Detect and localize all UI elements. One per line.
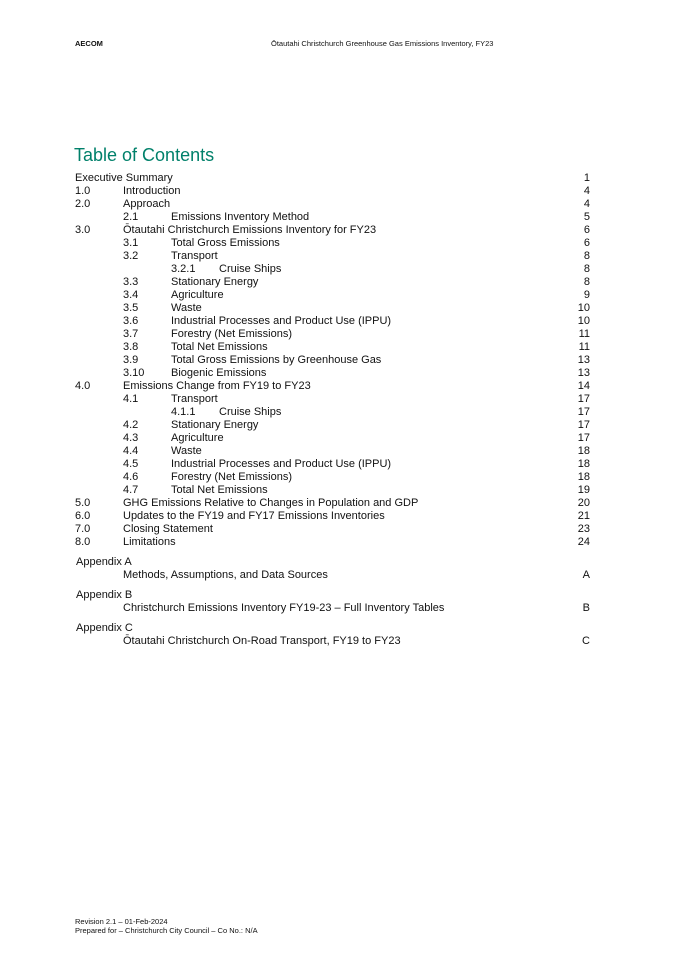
appendix-entry[interactable] — [75, 622, 590, 648]
toc-entry[interactable] — [75, 458, 590, 471]
toc-entry-number: 3.4 — [123, 289, 139, 301]
toc-entry[interactable] — [75, 211, 590, 224]
toc-entry-number: 4.4 — [123, 445, 139, 457]
toc-entry[interactable] — [75, 354, 590, 367]
toc-entry-title: Transport — [171, 393, 218, 405]
toc-entry[interactable] — [75, 510, 590, 523]
toc-entry[interactable] — [75, 523, 590, 536]
footer-prepared-for: Prepared for – Christchurch City Council – Co No.: N/A — [75, 926, 258, 935]
toc-entry-page: 1 — [583, 172, 590, 184]
toc-entry[interactable] — [75, 484, 590, 497]
appendix-row — [75, 635, 590, 648]
toc-entry-page: 17 — [577, 406, 590, 418]
toc-entry[interactable] — [75, 276, 590, 289]
toc-entry-page: 8 — [583, 276, 590, 288]
toc-entry-page: 13 — [577, 354, 590, 366]
toc-entry-title: Industrial Processes and Product Use (IPPU) — [171, 458, 392, 470]
toc-entry[interactable] — [75, 419, 590, 432]
toc-entry-title: Total Gross Emissions — [171, 237, 280, 249]
toc-entry-title: Total Net Emissions — [171, 341, 268, 353]
toc-entry-number: 4.5 — [123, 458, 139, 470]
toc-entry-title: Updates to the FY19 and FY17 Emissions Inventories — [123, 510, 385, 522]
toc-entry-number: 4.2 — [123, 419, 139, 431]
toc-entry[interactable] — [75, 406, 590, 419]
toc-entry-page: 4 — [583, 185, 590, 197]
toc-entry-title: Waste — [171, 445, 202, 457]
toc-entry-title: Stationary Energy — [171, 276, 259, 288]
toc-entry-page: 18 — [577, 458, 590, 470]
toc-entry-title: Agriculture — [171, 289, 224, 301]
toc-entry-number: 4.1.1 — [171, 406, 196, 418]
toc-entry-number: 3.9 — [123, 354, 139, 366]
toc-entry[interactable] — [75, 250, 590, 263]
toc-entry-number: 3.3 — [123, 276, 139, 288]
toc-entry[interactable] — [75, 445, 590, 458]
toc-entry-number: 3.0 — [75, 224, 91, 236]
toc-entry-page: 6 — [583, 237, 590, 249]
toc-entry[interactable] — [75, 185, 590, 198]
toc-entry-title: Total Gross Emissions by Greenhouse Gas — [171, 354, 382, 366]
toc-entry-number: 2.1 — [123, 211, 139, 223]
appendix-label: Appendix A — [76, 556, 132, 568]
toc-entry-page: 18 — [577, 471, 590, 483]
toc-entry-number: 4.7 — [123, 484, 139, 496]
toc-entry-number: 3.2.1 — [171, 263, 196, 275]
toc-entry-page: 23 — [577, 523, 590, 535]
toc-entry-page: 17 — [577, 393, 590, 405]
toc-entry-title: Executive Summary — [75, 172, 173, 184]
toc-entry[interactable] — [75, 302, 590, 315]
toc-entry-page: 19 — [577, 484, 590, 496]
toc-entry-number: 3.7 — [123, 328, 139, 340]
toc-entry-number: 3.5 — [123, 302, 139, 314]
toc-entry-title: Emissions Inventory Method — [171, 211, 310, 223]
toc-entry-number: 3.2 — [123, 250, 139, 262]
toc-entry[interactable] — [75, 471, 590, 484]
toc-entry-number: 3.6 — [123, 315, 139, 327]
toc-entry-title: Biogenic Emissions — [171, 367, 267, 379]
toc-entry-page: 17 — [577, 419, 590, 431]
toc-entry-number: 4.0 — [75, 380, 91, 392]
toc-entry-page: 8 — [583, 263, 590, 275]
toc-entry[interactable] — [75, 341, 590, 354]
toc-entry-title: Cruise Ships — [219, 263, 282, 275]
appendix-page: A — [582, 569, 590, 581]
toc-entries — [75, 172, 590, 549]
toc-entry-page: 5 — [583, 211, 590, 223]
toc-entry[interactable] — [75, 224, 590, 237]
toc-entry[interactable] — [75, 432, 590, 445]
toc-entry-page: 4 — [583, 198, 590, 210]
toc-entry-title: Limitations — [123, 536, 176, 548]
toc-entry[interactable] — [75, 315, 590, 328]
toc-entry[interactable] — [75, 172, 590, 185]
toc-entry-title: Forestry (Net Emissions) — [171, 471, 293, 483]
toc-entry-number: 4.3 — [123, 432, 139, 444]
toc-entry-title: GHG Emissions Relative to Changes in Population and GDP — [123, 497, 419, 509]
toc-entry-number: 2.0 — [75, 198, 91, 210]
appendix-label: Appendix C — [76, 622, 133, 634]
toc-entry-page: 10 — [577, 315, 590, 327]
toc-entry[interactable] — [75, 497, 590, 510]
toc-entry-number: 7.0 — [75, 523, 91, 535]
toc-entry[interactable] — [75, 237, 590, 250]
appendix-row — [75, 602, 590, 615]
toc-entry[interactable] — [75, 263, 590, 276]
appendix-entry[interactable] — [75, 556, 590, 582]
toc-entry-page: 8 — [583, 250, 590, 262]
toc-entry-number: 3.8 — [123, 341, 139, 353]
toc-entry-number: 5.0 — [75, 497, 91, 509]
toc-entry-page: 17 — [577, 432, 590, 444]
toc-entry[interactable] — [75, 289, 590, 302]
toc-entry-page: 14 — [577, 380, 590, 392]
appendix-entry[interactable] — [75, 589, 590, 615]
page-footer — [75, 917, 258, 935]
footer-revision: Revision 2.1 – 01-Feb-2024 — [75, 917, 168, 926]
toc-entry-number: 6.0 — [75, 510, 91, 522]
toc-entry-title: Cruise Ships — [219, 406, 282, 418]
appendix-title: Methods, Assumptions, and Data Sources — [123, 569, 328, 581]
toc-entry-title: Industrial Processes and Product Use (IPPU) — [171, 315, 392, 327]
toc-entry-page: 20 — [577, 497, 590, 509]
header-document-title: Ōtautahi Christchurch Greenhouse Gas Emissions Inventory, FY23 — [271, 39, 494, 48]
toc-entry-number: 4.1 — [123, 393, 139, 405]
table-of-contents — [75, 172, 590, 648]
toc-entry-number: 3.10 — [123, 367, 145, 379]
toc-entry-page: 6 — [583, 224, 590, 236]
toc-entry-title: Forestry (Net Emissions) — [171, 328, 293, 340]
toc-entry-page: 10 — [577, 302, 590, 314]
toc-entry-page: 18 — [577, 445, 590, 457]
toc-entry[interactable] — [75, 380, 590, 393]
toc-entry-page: 11 — [578, 341, 590, 353]
appendix-label: Appendix B — [76, 589, 133, 601]
header-company: AECOM — [75, 39, 103, 48]
appendix-title: Ōtautahi Christchurch On-Road Transport, FY19 to FY23 — [123, 635, 401, 647]
toc-entry[interactable] — [75, 367, 590, 380]
toc-entry-page: 21 — [577, 510, 590, 522]
toc-entry-title: Transport — [171, 250, 218, 262]
toc-entry-title: Approach — [123, 198, 171, 210]
toc-entry-title: Waste — [171, 302, 202, 314]
toc-entry-title: Introduction — [123, 185, 181, 197]
toc-entry-page: 9 — [583, 289, 590, 301]
toc-entry-number: 1.0 — [75, 185, 91, 197]
toc-entry-number: 3.1 — [123, 237, 139, 249]
toc-entry[interactable] — [75, 536, 590, 549]
toc-entry-title: Ōtautahi Christchurch Emissions Inventory for FY23 — [123, 224, 377, 236]
toc-entry-number: 4.6 — [123, 471, 139, 483]
toc-entry-number: 8.0 — [75, 536, 91, 548]
toc-title: Table of Contents — [74, 145, 215, 165]
toc-entry-title: Closing Statement — [123, 523, 213, 535]
appendix-page: C — [582, 635, 590, 647]
toc-entry-title: Stationary Energy — [171, 419, 259, 431]
toc-entry[interactable] — [75, 393, 590, 406]
toc-entry[interactable] — [75, 328, 590, 341]
appendix-entries — [75, 556, 590, 648]
toc-entry-title: Emissions Change from FY19 to FY23 — [123, 380, 311, 392]
appendix-title: Christchurch Emissions Inventory FY19-23 – Full Inventory Tables — [123, 602, 445, 614]
toc-entry-page: 13 — [577, 367, 590, 379]
appendix-row — [75, 569, 590, 582]
toc-entry-title: Total Net Emissions — [171, 484, 268, 496]
toc-entry-page: 24 — [577, 536, 590, 548]
toc-entry-title: Agriculture — [171, 432, 224, 444]
appendix-page: B — [582, 602, 590, 614]
toc-entry[interactable] — [75, 198, 590, 211]
toc-entry-page: 11 — [578, 328, 590, 340]
